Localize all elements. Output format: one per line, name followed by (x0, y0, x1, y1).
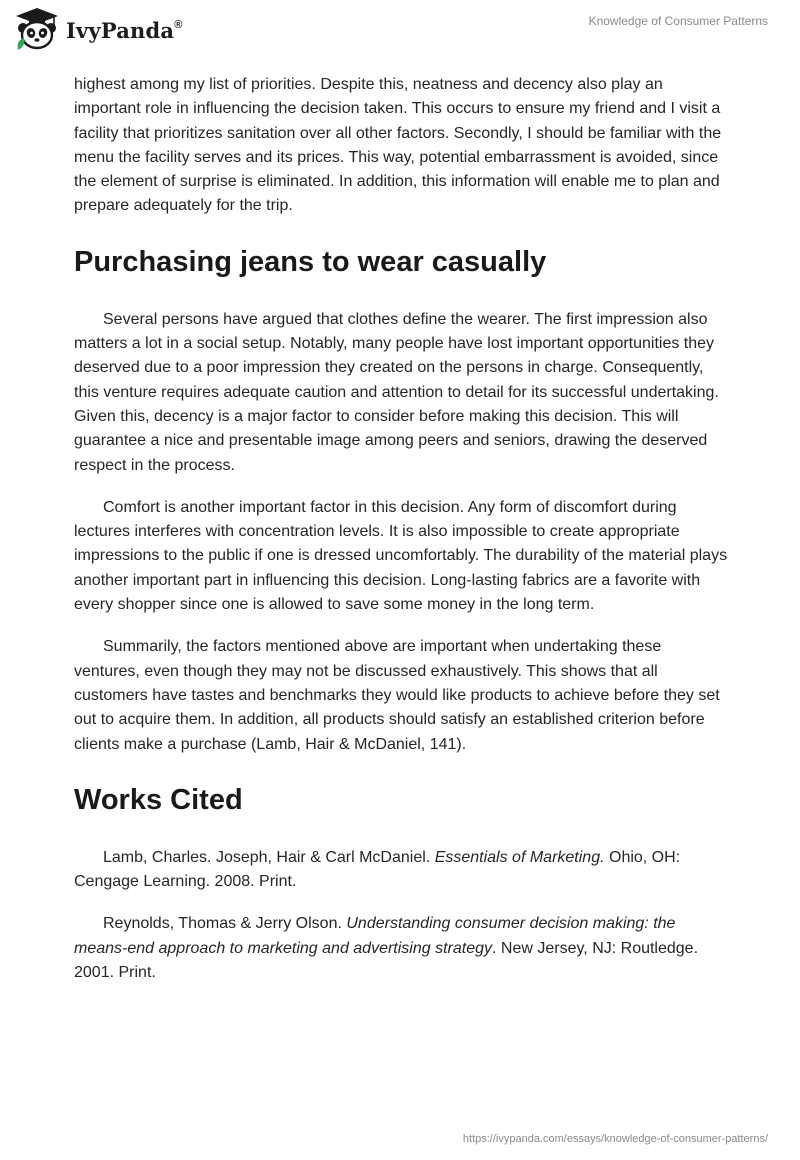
source-url[interactable]: https://ivypanda.com/essays/knowledge-of-consumer-patterns/ (462, 1133, 768, 1145)
citation-entry: Lamb, Charles. Joseph, Hair & Carl McDaniel. Essentials of Marketing. Ohio, OH: Cengage Learning. 2008. Print. (74, 848, 681, 891)
works-cited-heading: Works Cited (74, 783, 243, 816)
paragraph: Comfort is another important factor in this decision. Any form of discomfort during lectures interferes with concentration levels. It is also impossible to create appropriate impressions to the public if one is dressed uncomfortably. The durability of the material plays another important part in influencing this decision. Long-lasting fabrics are a favorite with every shopper since one is allowed to save some money in the long term. (74, 498, 728, 614)
section-heading: Purchasing jeans to wear casually (74, 245, 547, 278)
brand-name: IvyPanda® (66, 17, 183, 43)
paragraph: highest among my list of priorities. Despite this, neatness and decency also play an important role in influencing the decision taken. This occurs to ensure my friend and I visit a facility that prioritizes sanitation over all other factors. Secondly, I should be familiar with the menu the facility serves and its prices. This way, potential embarrassment is avoided, since the element of surprise is eliminated. In addition, this information will enable me to plan and prepare adequately for the trip. (74, 76, 722, 215)
essay-body (74, 73, 730, 1003)
page-header (0, 0, 800, 60)
citation-title: Essentials of Marketing. (434, 848, 605, 866)
panda-graduate-icon (14, 6, 60, 52)
document-title: Knowledge of Consumer Patterns (588, 14, 768, 28)
ivypanda-logo[interactable] (14, 6, 183, 52)
paragraph: Several persons have argued that clothes define the wearer. The first impression also matters a lot in a social setup. Notably, many people have lost important opportunities they deserved due to a poor impression they created on the persons in charge. Consequently, this venture requires adequate caution and attention to detail for its successful undertaking. Given this, decency is a major factor to consider before making this decision. This will guarantee a nice and presentable image among peers and seniors, drawing the deserved respect in the process. (74, 310, 719, 474)
paragraph: Summarily, the factors mentioned above are important when undertaking these ventures, even though they may not be discussed exhaustively. This shows that all customers have tastes and benchmarks they would like products to achieve before they set out to acquire them. In addition, all products should satisfy an established criterion before clients make a purchase (Lamb, Hair & McDaniel, 141). (74, 638, 720, 753)
citation-entry: Reynolds, Thomas & Jerry Olson. Understanding consumer decision making: the means-end approach to marketing and advertising strategy. New Jersey, NJ: Routledge. 2001. Print. (74, 915, 699, 982)
citation-title: Understanding consumer decision making: the means-end approach to marketing and advertising strategy (74, 915, 676, 957)
